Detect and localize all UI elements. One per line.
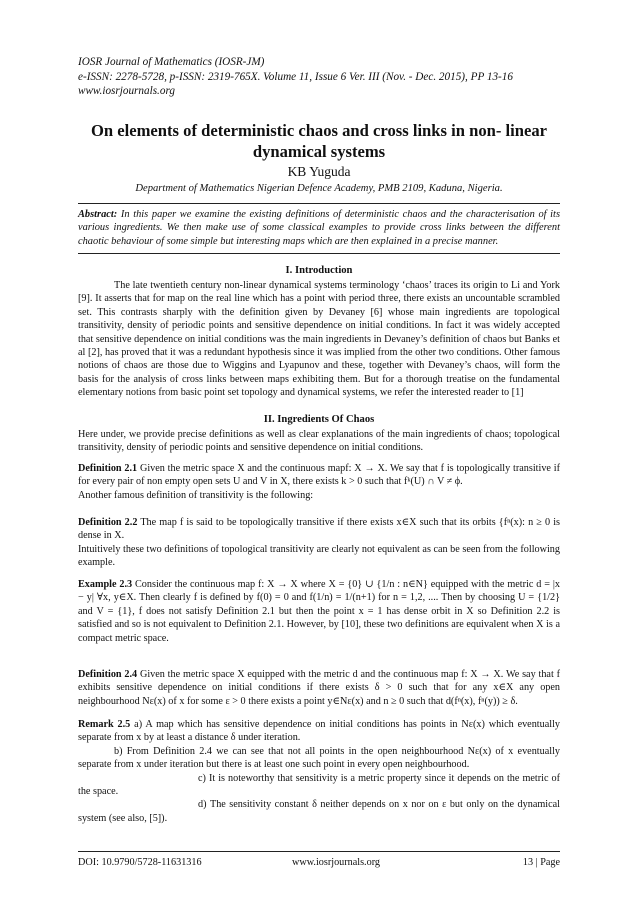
definition-2-1 — [78, 462, 560, 502]
remark-2-5-a: a) A map which has sensitive dependence on initial conditions has points in Nε(x) which eventually separate from x by at least a distance δ under iteration. — [78, 719, 561, 744]
footer-site: www.iosrjournals.org — [292, 857, 381, 868]
definition-2-2-after: Intuitively these two definitions of topological transitivity are clearly not equivalent as can be seen from the following example. — [78, 543, 560, 569]
remark-2-5 — [78, 718, 560, 825]
intro-paragraph — [78, 279, 560, 400]
remark-2-5-label: Remark 2.5 — [78, 719, 131, 730]
remark-2-5-c: c) It is noteworthy that sensitivity is a metric property since it depends on the metric of the space. — [78, 772, 560, 798]
definition-2-4-text: Given the metric space X equipped with the metric d and the continuous map f: X → X. We say that f exhibits sensitive dependence on initial conditions if there exists δ > 0 such that for any x∈X any open neighbourhood Nε(x) of x for some ε > 0 there exists a point y∈Nε(x) and n ≥ 0 such that d(fⁿ(x), fⁿ(y)) ≥ δ. — [78, 669, 560, 707]
paper-title — [78, 120, 560, 162]
abstract — [78, 208, 560, 248]
remark-2-5-d: d) The sensitivity constant δ neither depends on x nor on ε but only on the dynamical system (see also, [5]). — [78, 799, 560, 824]
paper-title-line-2: dynamical systems — [252, 142, 386, 161]
definition-2-2-label: Definition 2.2 — [78, 517, 138, 528]
journal-url: www.iosrjournals.org — [78, 85, 175, 98]
section-heading-ingredients: II. Ingredients Of Chaos — [263, 414, 375, 425]
footer-doi: DOI: 10.9790/5728-11631316 — [78, 857, 202, 868]
intro-text: The late twentieth century non-linear dynamical systems terminology ‘chaos’ traces its origin to Li and York [9]. It asserts that for map on the real line which has a point with period three, there exists an uncountable scrambled set. This contrasts sharply with the definition given by Devaney [6] whose main ingredients are topological transitivity, density of periodic points and sensitive dependence on initial conditions. In fact it was widely accepted that sensitive dependence on initial conditions was the main ingredients in Devaney’s definition of chaos but Banks et al [2], has proved that it was a redundant hypothesis since it was implied from the other two conditions. Other famous notions of chaos are those due to Wiggins and Lyapunov and these, together with Devaney’s chaos, will form the basis for the analysis of cross links between maps exhibiting them. But for a thorough treatise on the fundamental elementary notions from basic point set topology and dynamical systems, we refer the interested reader to [1] — [78, 280, 560, 399]
definition-2-1-label: Definition 2.1 — [78, 463, 138, 474]
journal-header — [78, 55, 560, 99]
definition-2-2-text: The map f is said to be topologically transitive if there exists x∈X such that its orbits {fⁿ(x): n ≥ 0 is dense in X. — [78, 517, 560, 542]
example-2-3-label: Example 2.3 — [78, 579, 133, 590]
example-2-3-text: Consider the continuous map f: X → X where X = {0} ∪ {1/n : n∈N} equipped with the metric d = |x − y| ∀x, y∈X. Then clearly f is defined by f(0) = 0 and f(1/n) = 1/(n+1) for n = 1,2, .... Then by choosing U = {1/2} and V = {1}, f does not satisfy Definition 2.1 but then the point x = 1 has dense orbit in X so Definition 2.2 is satisfied and so is not equivalent to Definition 2.1. However, by [10], these two definitions are equivalent when X is a compact metric space. — [78, 579, 560, 644]
ingredients-paragraph: Here under, we provide precise definitions as well as clear explanations of the main ingredients of chaos; topological transitivity, density of periodic points and sensitive dependence on initial conditions. — [78, 429, 560, 454]
section-heading-introduction: I. Introduction — [285, 265, 353, 276]
definition-2-2 — [78, 516, 560, 570]
author: KB Yuguda — [287, 164, 351, 179]
journal-issn: e-ISSN: 2278-5728, p-ISSN: 2319-765X. Volume 11, Issue 6 Ver. III (Nov. - Dec. 2015), PP 13-16 — [78, 70, 513, 83]
definition-2-1-after: Another famous definition of transitivity is the following: — [78, 489, 314, 501]
definition-2-4 — [78, 668, 560, 708]
abstract-label: Abstract: — [78, 209, 118, 220]
definition-2-4-label: Definition 2.4 — [78, 669, 138, 680]
footer-page-number: 13 | Page — [522, 857, 560, 868]
divider-bottom — [78, 253, 560, 254]
affiliation: Department of Mathematics Nigerian Defence Academy, PMB 2109, Kaduna, Nigeria. — [135, 183, 503, 194]
abstract-text: In this paper we examine the existing definitions of deterministic chaos and the characterisation of its various ingredients. We then make use of some classical examples to provide cross links between the different chaotic behaviour of some simple but interesting maps which are then explained in a precise manner. — [78, 209, 560, 247]
definition-2-1-text: Given the metric space X and the continuous mapf: X → X. We say that f is topologically transitive if for every pair of non empty open sets U and V in X, there exists k > 0 such that fᵏ(U) ∩ V ≠ ϕ. — [78, 463, 560, 488]
remark-2-5-b: b) From Definition 2.4 we can see that not all points in the open neighbourhood Nε(x) of x eventually separate from x under iteration but there is at least one such point in every open neighbourhood. — [78, 745, 560, 771]
divider-top — [78, 203, 560, 204]
paper-title-line-1: On elements of deterministic chaos and cross links in non- linear — [90, 121, 548, 140]
footer-divider — [78, 851, 560, 852]
example-2-3 — [78, 578, 560, 645]
journal-name: IOSR Journal of Mathematics (IOSR-JM) — [78, 56, 265, 68]
